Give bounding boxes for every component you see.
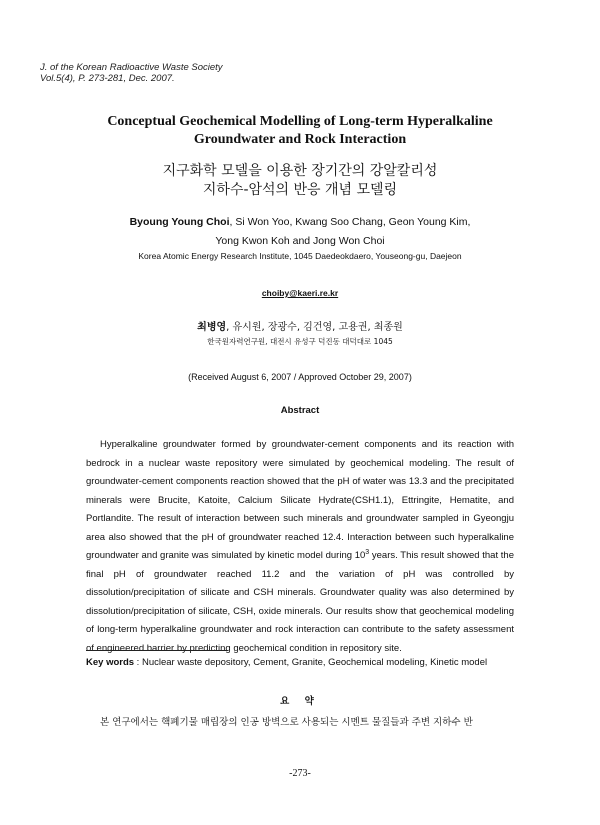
abstract-text-part-2: years. This result showed that the final pH of groundwater reached 11.2 and the variation of pH was controlled by dissolution/precipitation of silicate and CSH minerals. Groundwater quality was also determined by dissolution/precipitation of silicate, CSH, oxide minerals. Our results show that geochemical modeling of long-term hyperalkaline groundwater and rock interaction can contribute to the safety assessment of engineered barrier by predicting geochemical condition in repository site. — [86, 550, 514, 654]
keywords — [86, 656, 526, 670]
coauthors: , Si Won Yoo, Kwang Soo Chang, Geon Young Kim, — [229, 216, 471, 228]
author-line-1 — [0, 213, 600, 232]
page-number: -273- — [289, 768, 311, 779]
korean-abstract-first-line: 본 연구에서는 핵폐기물 매립장의 인공 방벽으로 사용되는 시멘트 물질들과 주변 지하수 반 — [100, 717, 473, 728]
title-ko-line-1: 지구화학 모델을 이용한 장기간의 강알칼리성 — [162, 163, 438, 179]
title-ko-line-2: 지하수-암석의 반응 개념 모델링 — [202, 182, 398, 198]
keywords-label: Key words — [86, 657, 135, 668]
lead-author: Byoung Young Choi — [129, 216, 230, 228]
coauthors-korean: , 유시원, 장광수, 김건영, 고용권, 최종원 — [226, 322, 403, 333]
received-dates: (Received August 6, 2007 / Approved October 29, 2007) — [188, 372, 412, 382]
abstract-superscript: 3 — [365, 548, 370, 556]
abstract-body — [86, 436, 514, 658]
abstract-heading: Abstract — [280, 405, 320, 416]
lead-author-korean: 최병영 — [197, 322, 227, 333]
corresponding-email[interactable]: choiby@kaeri.re.kr — [261, 288, 339, 298]
keywords-text: : Nuclear waste depository, Cement, Granite, Geochemical modeling, Kinetic model — [134, 657, 488, 668]
affiliation-korean: 한국원자력연구원, 대전시 유성구 덕진동 대덕대로 1045 — [207, 337, 393, 346]
journal-name: J. of the Korean Radioactive Waste Society — [40, 62, 223, 73]
journal-volume: Vol.5(4), P. 273-281, Dec. 2007. — [40, 73, 175, 84]
paper-title-korean — [0, 162, 600, 200]
keywords-divider — [86, 650, 228, 651]
author-list-korean — [0, 318, 600, 333]
author-line-2: Yong Kwon Koh and Jong Won Choi — [215, 235, 385, 247]
korean-abstract-heading: 요 약 — [280, 696, 320, 707]
paper-title-english — [0, 113, 600, 149]
abstract-text-part-1: Hyperalkaline groundwater formed by groundwater-cement components and its reaction with bedrock in a nuclear waste repository were simulated by geochemical modeling. The result of groundwater-cement components reaction showed that the pH of water was 13.3 and the precipitated minerals were Brucite, Katoite, Calcium Silicate Hydrate(CSH1.1), Ettringite, Hematite, and Portlandite. The result of interaction between such minerals and groundwater sampled in Gyeongju area also showed that the pH of groundwater reached 12.4. Interaction between such hyperalkaline groundwater and granite was simulated by kinetic model during 10 — [86, 439, 514, 561]
author-list — [0, 213, 600, 251]
title-en-line-2: Groundwater and Rock Interaction — [193, 132, 407, 147]
journal-citation — [40, 62, 223, 84]
title-en-line-1: Conceptual Geochemical Modelling of Long-term Hyperalkaline — [107, 114, 493, 129]
affiliation: Korea Atomic Energy Research Institute, 1045 Daedeokdaero, Youseong-gu, Daejeon — [138, 251, 462, 261]
